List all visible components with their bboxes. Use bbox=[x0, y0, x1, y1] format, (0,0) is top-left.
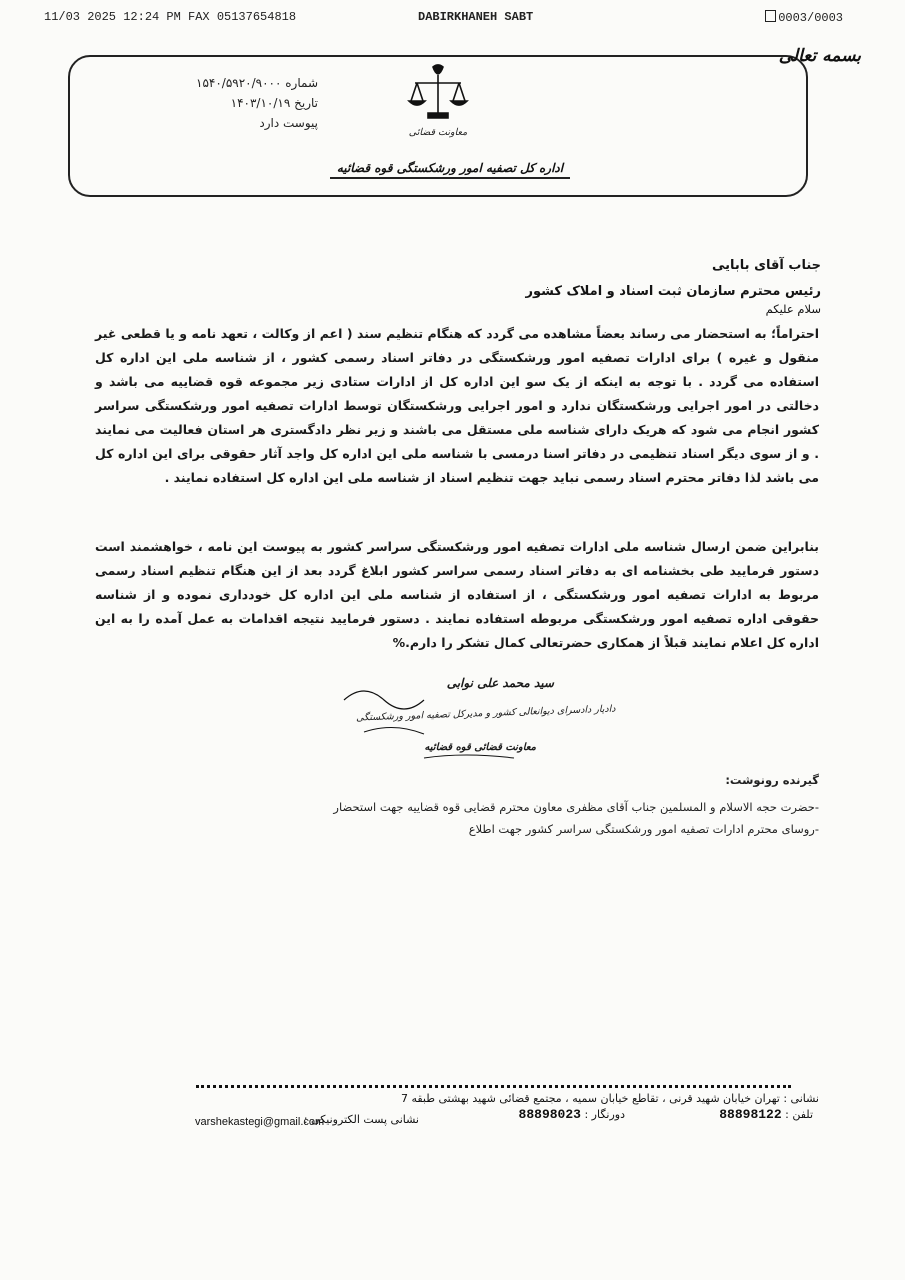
fax-header-center: DABIRKHANEH SABT bbox=[418, 10, 534, 24]
footer-address: نشانی : تهران خیابان شهید قرنی ، تقاطع خیابان سمیه ، مجتمع قضائی شهید بهشتی طبقه 7 bbox=[400, 1092, 819, 1105]
signatory-office: معاونت قضائی قوه قضائیه bbox=[424, 742, 536, 753]
judiciary-emblem bbox=[393, 63, 483, 138]
cc-recipient: -حضرت حجه الاسلام و المسلمین جناب آقای مظفری معاون محترم قضایی قوه قضاییه جهت استحضار bbox=[333, 800, 819, 814]
fax-label: دورنگار : bbox=[584, 1108, 625, 1121]
emblem-caption: معاونت قضائی bbox=[408, 127, 468, 138]
salutation: سلام علیکم bbox=[765, 302, 821, 316]
cc-heading: گیرنده رونوشت: bbox=[725, 773, 819, 787]
scales-of-justice-icon bbox=[403, 63, 473, 125]
fax-number: 88898023 bbox=[518, 1107, 581, 1122]
phone-label: تلفن : bbox=[785, 1108, 813, 1121]
fax-page-count: 0003/0003 bbox=[778, 11, 843, 25]
letter-date: تاریخ ۱۴۰۳/۱۰/۱۹ bbox=[230, 96, 318, 110]
fax-header-right bbox=[765, 10, 843, 25]
bismillah: بسمه تعالی bbox=[778, 46, 861, 66]
email-address: varshekastegi@gmail.com bbox=[195, 1116, 325, 1128]
letter-number: شماره ۱۵۴۰/۵۹۲۰/۹۰۰۰ bbox=[196, 76, 318, 90]
footer-phone bbox=[719, 1107, 813, 1122]
addressee-name: جناب آقای بابایی bbox=[712, 258, 821, 273]
signatory-name: سید محمد علی نوابی bbox=[446, 676, 554, 690]
cc-recipient: -روسای محترم ادارات تصفیه امور ورشکستگی سراسر کشور جهت اطلاع bbox=[468, 822, 819, 836]
signatory-title: دادیار دادسرای دیوانعالی کشور و مدیرکل تصفیه امور ورشکستگی bbox=[356, 703, 617, 724]
letterhead bbox=[68, 55, 808, 197]
body-paragraph-2: بنابراین ضمن ارسال شناسه ملی ادارات تصفیه امور ورشکستگی سراسر کشور به پیوست این نامه ، خواهشمند است دستور فرمایید طی بخشنامه ای به دفاتر اسناد رسمی سراسر کشور ابلاغ گردد بعد از این هنگام تنظیم اسناد رسمی مربوط به ادارات تصفیه امور ورشکستگی ، از استفاده از شناسه ملی این اداره کل خودداری نموده و از شناسه حقوقی اداره تصفیه امور ورشکستگی مربوطه استفاده نمایند . دستور فرمایید نتیجه اقدامات به عمل آمده را به این اداره کل اعلام نمایند قبلاً از همکاری حضرتعالی کمال تشکر را دارم.% bbox=[95, 539, 819, 650]
email-label: نشانی پست الکترونیکی : bbox=[303, 1113, 419, 1126]
signature-block bbox=[304, 670, 664, 770]
addressee-title: رئیس محترم سازمان ثبت اسناد و املاک کشور bbox=[525, 284, 821, 299]
office-name: اداره کل تصفیه امور ورشکستگی قوه قضائیه bbox=[330, 161, 570, 179]
body-paragraph-1: احتراماً؛ به استحضار می رساند بعضاً مشاهده می گردد که هنگام تنظیم سند ( اعم از وکالت ، تعهد نامه و یا قطعی غیر منقول و غیره ) برای ادارات تصفیه امور ورشکستگی در دفاتر اسناد رسمی کشور ، از شناسه ملی این اداره کل استفاده می گردد . با توجه به اینکه از یک سو این اداره کل از ادارات ستادی زیر مجموعه قوه قضاییه می باشد و دخالتی در امور اجرایی ورشکستگان ندارد و امور اجرایی ورشکستگان توسط ادارات تصفیه امور ورشکستگی سراسر کشور انجام می شود که هریک دارای شناسه ملی مستقل می باشند و زیر نظر دادگستری هر استان فعالیت می نمایند . و از سوی دیگر اسناد تنظیمی در دفاتر اسنا درمسی با شناسه ملی این اداره کل واجد آثار حقوقی برای این اداره کل می باشد لذا دفاتر محترم اسناد رسمی نباید جهت تنظیم اسناد از شناسه ملی این اداره کل استفاده نمایند . bbox=[95, 326, 819, 485]
footer-fax bbox=[519, 1107, 625, 1122]
fax-header-left: 11/03 2025 12:24 PM FAX 05137654818 bbox=[44, 10, 297, 24]
letter-meta bbox=[98, 73, 318, 133]
addressee bbox=[526, 253, 821, 305]
page-count-icon bbox=[765, 10, 776, 22]
phone-number: 88898122 bbox=[719, 1107, 782, 1122]
footer-divider bbox=[196, 1085, 791, 1088]
letter-attachment: پیوست دارد bbox=[259, 116, 318, 130]
